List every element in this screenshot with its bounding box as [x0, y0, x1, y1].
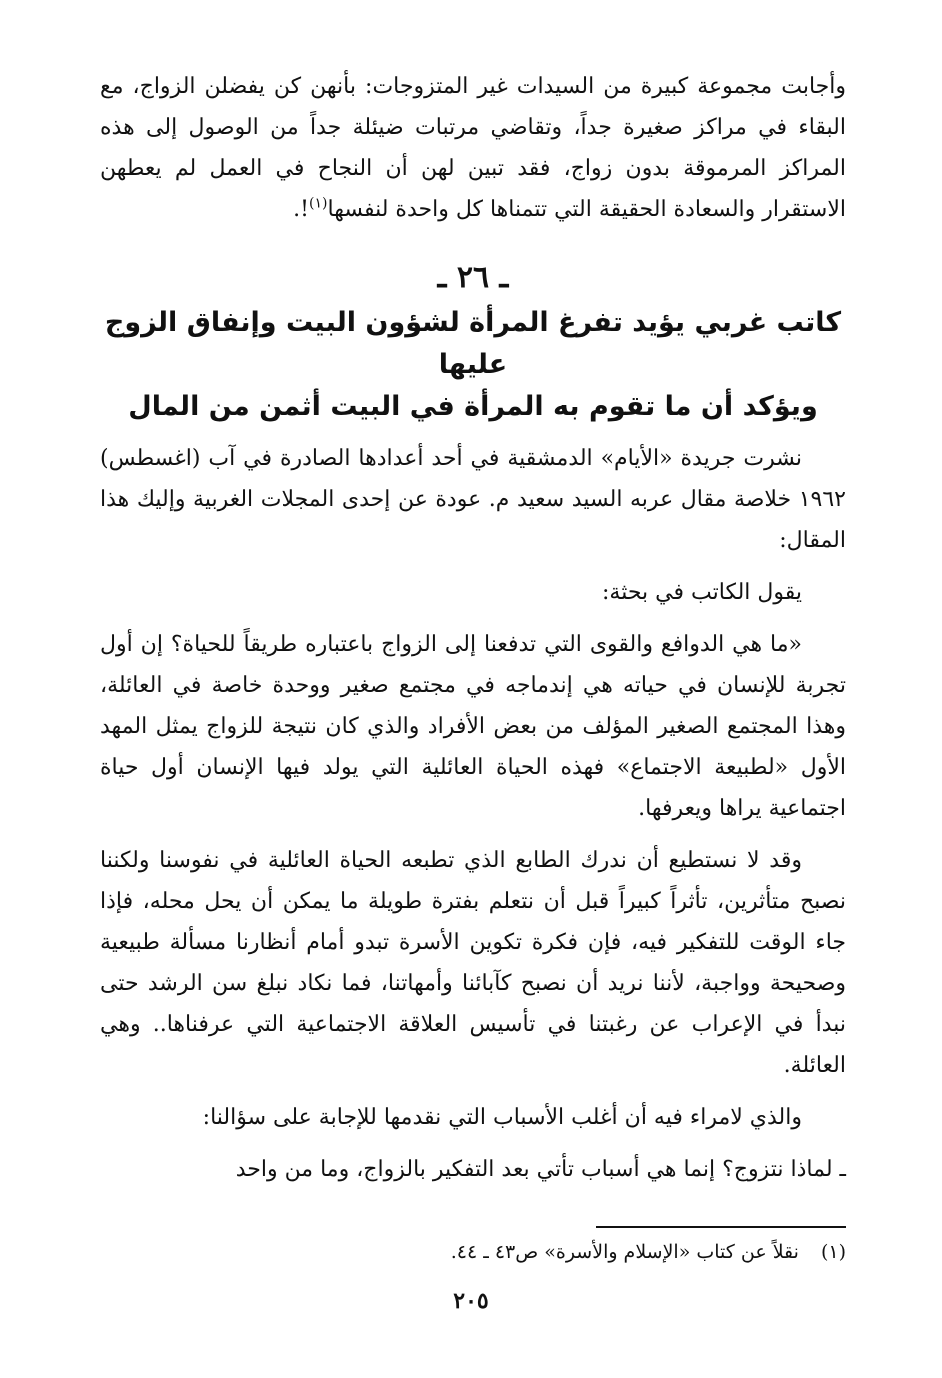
footnote-text: نقلاً عن كتاب «الإسلام والأسرة» ص٤٣ ـ ٤٤.: [450, 1241, 799, 1263]
section-number: ـ ٢٦ ـ: [437, 260, 509, 295]
paragraph-end-punctuation: !.: [293, 197, 310, 222]
paragraph-motives: «ما هي الدوافع والقوى التي تدفعنا إلى الزواج باعتباره طريقاً للحياة؟ إن أول تجربة للإنسان في حياته هي إندماجه في مجتمع صغير ووحدة خاصة في العائلة، وهذا المجتمع الصغير المؤلف من بعض الأفراد والذي كان نتيجة للزواج يمثل المهد الأول «لطبيعة الاجتماع» فهذه الحياة العائلية التي يولد فيها الإنسان أول حياة اجتماعية يراها ويعرفها.: [100, 632, 846, 821]
footnote-reference[interactable]: (١): [309, 195, 328, 212]
paragraph-family-impact: وقد لا نستطيع أن ندرك الطابع الذي تطبعه الحياة العائلية في نفوسنا ولكننا نصبح متأثرين، تأثراً كبيراً قبل أن نتعلم بفترة طويلة ما يمكن أن يحل محله، فإذا جاء الوقت للتفكير فيه، فإن فكرة تكوين الأسرة تبدو أمام أنظارنا مسألة طبيعية وصحيحة وواجبة، لأننا نريد أن نصبح كآبائنا وأمهاتنا، فما نكاد نبلغ سن الرشد حتى نبدأ في الإعراب عن رغبتنا في تأسيس العلاقة الاجتماعية التي عرفناها.. وهي العائلة.: [100, 848, 846, 1078]
footnote: [100, 1236, 846, 1268]
footnote-mark: (١): [820, 1241, 846, 1263]
page-number: ٢٠٥: [453, 1288, 489, 1314]
paragraph-text: وأجابت مجموعة كبيرة من السيدات غير المتزوجات: بأنهن كن يفضلن الزواج، مع البقاء في مراكز صغيرة جداً، وتقاضي مرتبات ضيئلة جداً من الوصول إلى هذه المراكز المرموقة بدون زواج، فقد تبين لهن أن النجاح في العمل لم يعطهن الاستقرار والسعادة الحقيقة التي تتمناها كل واحدة لنفسها: [100, 74, 846, 222]
paragraph-why-marry: ـ لماذا نتزوج؟ إنما هي أسباب تأتي بعد التفكير بالزواج، وما من واحد: [235, 1157, 846, 1182]
paragraph-married-women: [100, 66, 846, 230]
paragraph-reasons: والذي لامراء فيه أن أغلب الأسباب التي نقدمها للإجابة على سؤالنا:: [202, 1105, 802, 1130]
footnote-divider: [596, 1226, 846, 1228]
section-heading: [100, 302, 846, 428]
paragraph-newspaper: نشرت جريدة «الأيام» الدمشقية في أحد أعدادها الصادرة في آب (اغسطس) ١٩٦٢ خلاصة مقال عربه السيد سعيد م. عودة عن إحدى المجلات الغربية وإليك هذا المقال:: [100, 446, 846, 553]
section-heading-line-1: كاتب غربي يؤيد تفرغ المرأة لشؤون البيت وإنفاق الزوج عليها: [104, 307, 842, 380]
paragraph-author-says: يقول الكاتب في بحثة:: [602, 580, 802, 605]
section-heading-line-2: ويؤكد أن ما تقوم به المرأة في البيت أثمن من المال: [128, 391, 818, 422]
